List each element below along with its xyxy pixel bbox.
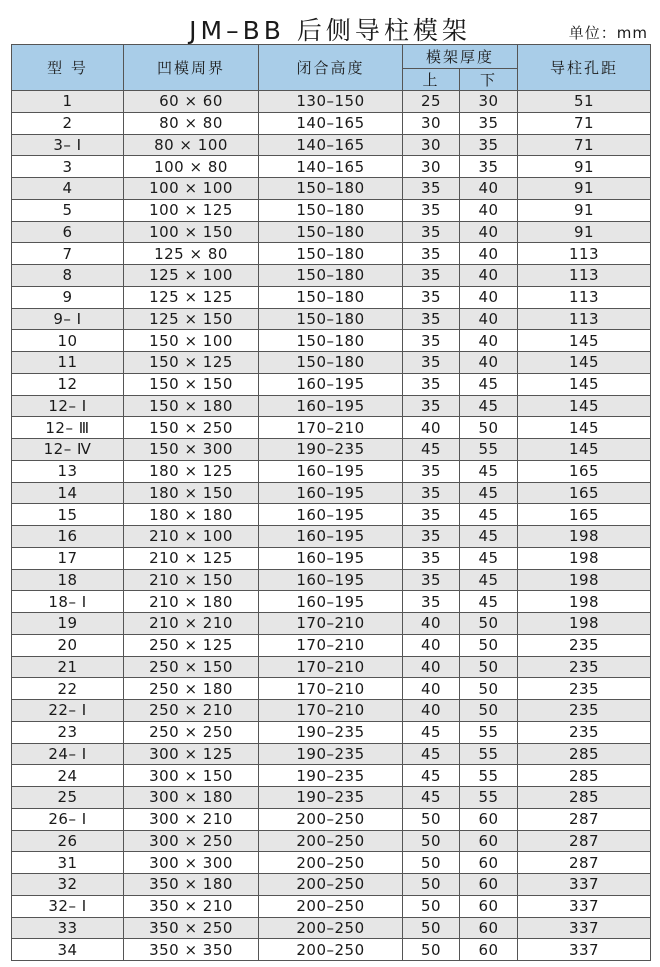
- cell-upper: 40: [403, 417, 460, 439]
- table-row: [12, 874, 651, 896]
- cell-lower: 50: [460, 634, 518, 656]
- cell-guide-pitch: 91: [518, 178, 651, 200]
- cell-lower: 55: [460, 439, 518, 461]
- cell-closed-height: 170–210: [259, 613, 403, 635]
- cell-guide-pitch: 198: [518, 547, 651, 569]
- cell-upper: 30: [403, 112, 460, 134]
- cell-model: 18: [12, 569, 124, 591]
- cell-closed-height: 150–180: [259, 178, 403, 200]
- cell-guide-pitch: 287: [518, 852, 651, 874]
- cell-model: 19: [12, 613, 124, 635]
- cell-guide-pitch: 165: [518, 482, 651, 504]
- cell-lower: 60: [460, 874, 518, 896]
- cell-lower: 50: [460, 613, 518, 635]
- cell-model: 17: [12, 547, 124, 569]
- cell-guide-pitch: 91: [518, 199, 651, 221]
- table-row: [12, 243, 651, 265]
- cell-closed-height: 140–165: [259, 134, 403, 156]
- cell-lower: 40: [460, 330, 518, 352]
- cell-lower: 60: [460, 895, 518, 917]
- cell-die-perimeter: 125 × 100: [124, 265, 259, 287]
- cell-die-perimeter: 125 × 80: [124, 243, 259, 265]
- cell-die-perimeter: 180 × 180: [124, 504, 259, 526]
- cell-guide-pitch: 235: [518, 634, 651, 656]
- cell-upper: 45: [403, 787, 460, 809]
- cell-upper: 40: [403, 634, 460, 656]
- cell-lower: 35: [460, 156, 518, 178]
- cell-upper: 35: [403, 395, 460, 417]
- cell-upper: 50: [403, 874, 460, 896]
- header-lower: 下: [460, 69, 518, 91]
- cell-die-perimeter: 250 × 180: [124, 678, 259, 700]
- cell-upper: 35: [403, 526, 460, 548]
- cell-lower: 60: [460, 830, 518, 852]
- spec-table: [11, 44, 651, 961]
- cell-guide-pitch: 145: [518, 373, 651, 395]
- cell-closed-height: 150–180: [259, 330, 403, 352]
- cell-guide-pitch: 145: [518, 417, 651, 439]
- cell-die-perimeter: 210 × 210: [124, 613, 259, 635]
- cell-model: 22: [12, 678, 124, 700]
- cell-lower: 60: [460, 808, 518, 830]
- cell-upper: 35: [403, 504, 460, 526]
- cell-upper: 35: [403, 308, 460, 330]
- table-row: [12, 373, 651, 395]
- cell-model: 1: [12, 91, 124, 113]
- table-row: [12, 917, 651, 939]
- cell-die-perimeter: 180 × 125: [124, 460, 259, 482]
- cell-model: 24: [12, 765, 124, 787]
- table-row: [12, 308, 651, 330]
- header-closed-height: 闭合高度: [259, 45, 403, 91]
- cell-closed-height: 200–250: [259, 852, 403, 874]
- cell-model: 32: [12, 874, 124, 896]
- cell-guide-pitch: 235: [518, 700, 651, 722]
- page-title: JM–BB 后侧导柱模架: [189, 16, 471, 45]
- cell-lower: 40: [460, 352, 518, 374]
- header-model: 型 号: [12, 45, 124, 91]
- cell-upper: 50: [403, 895, 460, 917]
- cell-closed-height: 160–195: [259, 591, 403, 613]
- cell-die-perimeter: 100 × 150: [124, 221, 259, 243]
- cell-lower: 50: [460, 656, 518, 678]
- table-body: [12, 91, 651, 961]
- cell-lower: 45: [460, 460, 518, 482]
- table-row: [12, 808, 651, 830]
- cell-closed-height: 160–195: [259, 526, 403, 548]
- cell-die-perimeter: 150 × 100: [124, 330, 259, 352]
- cell-model: 22– Ⅰ: [12, 700, 124, 722]
- cell-upper: 35: [403, 569, 460, 591]
- cell-closed-height: 160–195: [259, 547, 403, 569]
- cell-die-perimeter: 250 × 210: [124, 700, 259, 722]
- cell-guide-pitch: 113: [518, 308, 651, 330]
- cell-lower: 45: [460, 395, 518, 417]
- table-row: [12, 221, 651, 243]
- cell-lower: 45: [460, 373, 518, 395]
- cell-die-perimeter: 80 × 100: [124, 134, 259, 156]
- cell-die-perimeter: 125 × 125: [124, 286, 259, 308]
- table-row: [12, 265, 651, 287]
- cell-upper: 35: [403, 286, 460, 308]
- cell-upper: 35: [403, 460, 460, 482]
- cell-die-perimeter: 100 × 125: [124, 199, 259, 221]
- table-row: [12, 526, 651, 548]
- cell-guide-pitch: 113: [518, 286, 651, 308]
- cell-model: 5: [12, 199, 124, 221]
- table-row: [12, 199, 651, 221]
- unit-label: 单位：mm: [568, 24, 648, 42]
- cell-upper: 50: [403, 808, 460, 830]
- cell-closed-height: 170–210: [259, 656, 403, 678]
- cell-closed-height: 170–210: [259, 634, 403, 656]
- table-row: [12, 569, 651, 591]
- cell-upper: 35: [403, 330, 460, 352]
- cell-closed-height: 160–195: [259, 373, 403, 395]
- cell-lower: 60: [460, 852, 518, 874]
- cell-model: 23: [12, 721, 124, 743]
- cell-upper: 40: [403, 656, 460, 678]
- table-row: [12, 787, 651, 809]
- cell-lower: 50: [460, 700, 518, 722]
- cell-upper: 30: [403, 156, 460, 178]
- cell-lower: 40: [460, 199, 518, 221]
- table-row: [12, 134, 651, 156]
- cell-guide-pitch: 91: [518, 156, 651, 178]
- cell-model: 11: [12, 352, 124, 374]
- table-row: [12, 504, 651, 526]
- table-row: [12, 439, 651, 461]
- table-row: [12, 156, 651, 178]
- cell-model: 24– Ⅰ: [12, 743, 124, 765]
- cell-model: 14: [12, 482, 124, 504]
- cell-die-perimeter: 210 × 180: [124, 591, 259, 613]
- cell-upper: 45: [403, 721, 460, 743]
- cell-model: 8: [12, 265, 124, 287]
- cell-guide-pitch: 198: [518, 569, 651, 591]
- cell-die-perimeter: 150 × 150: [124, 373, 259, 395]
- table-row: [12, 352, 651, 374]
- cell-model: 26: [12, 830, 124, 852]
- cell-lower: 50: [460, 678, 518, 700]
- cell-die-perimeter: 300 × 150: [124, 765, 259, 787]
- cell-upper: 35: [403, 373, 460, 395]
- cell-closed-height: 150–180: [259, 352, 403, 374]
- cell-guide-pitch: 145: [518, 330, 651, 352]
- cell-die-perimeter: 300 × 180: [124, 787, 259, 809]
- cell-lower: 40: [460, 286, 518, 308]
- header-die-perimeter: 凹模周界: [124, 45, 259, 91]
- cell-upper: 50: [403, 939, 460, 961]
- cell-model: 25: [12, 787, 124, 809]
- cell-die-perimeter: 210 × 100: [124, 526, 259, 548]
- cell-upper: 25: [403, 91, 460, 113]
- cell-upper: 35: [403, 547, 460, 569]
- cell-closed-height: 200–250: [259, 874, 403, 896]
- cell-closed-height: 150–180: [259, 308, 403, 330]
- table-row: [12, 700, 651, 722]
- cell-upper: 40: [403, 700, 460, 722]
- cell-model: 3: [12, 156, 124, 178]
- cell-lower: 40: [460, 265, 518, 287]
- cell-upper: 35: [403, 265, 460, 287]
- cell-guide-pitch: 285: [518, 787, 651, 809]
- cell-upper: 40: [403, 613, 460, 635]
- table-row: [12, 395, 651, 417]
- cell-guide-pitch: 165: [518, 504, 651, 526]
- table-row: [12, 765, 651, 787]
- cell-model: 9– Ⅰ: [12, 308, 124, 330]
- cell-guide-pitch: 287: [518, 808, 651, 830]
- cell-model: 3– Ⅰ: [12, 134, 124, 156]
- cell-upper: 50: [403, 830, 460, 852]
- cell-guide-pitch: 165: [518, 460, 651, 482]
- cell-lower: 30: [460, 91, 518, 113]
- cell-die-perimeter: 150 × 300: [124, 439, 259, 461]
- cell-guide-pitch: 337: [518, 939, 651, 961]
- cell-die-perimeter: 300 × 300: [124, 852, 259, 874]
- table-row: [12, 286, 651, 308]
- table-row: [12, 634, 651, 656]
- cell-lower: 40: [460, 221, 518, 243]
- table-row: [12, 852, 651, 874]
- cell-guide-pitch: 145: [518, 395, 651, 417]
- cell-closed-height: 150–180: [259, 199, 403, 221]
- table-row: [12, 895, 651, 917]
- cell-guide-pitch: 337: [518, 917, 651, 939]
- cell-upper: 35: [403, 482, 460, 504]
- cell-closed-height: 190–235: [259, 439, 403, 461]
- cell-die-perimeter: 125 × 150: [124, 308, 259, 330]
- cell-closed-height: 160–195: [259, 395, 403, 417]
- table-row: [12, 482, 651, 504]
- table-row: [12, 743, 651, 765]
- header-guide-pitch: 导柱孔距: [518, 45, 651, 91]
- header-frame-thickness: 模架厚度: [403, 45, 518, 69]
- title-bar: [0, 0, 660, 44]
- cell-model: 4: [12, 178, 124, 200]
- cell-die-perimeter: 150 × 180: [124, 395, 259, 417]
- cell-lower: 45: [460, 482, 518, 504]
- cell-upper: 50: [403, 917, 460, 939]
- cell-closed-height: 190–235: [259, 743, 403, 765]
- cell-lower: 45: [460, 547, 518, 569]
- cell-upper: 30: [403, 134, 460, 156]
- cell-closed-height: 150–180: [259, 221, 403, 243]
- cell-lower: 45: [460, 591, 518, 613]
- cell-die-perimeter: 300 × 250: [124, 830, 259, 852]
- cell-die-perimeter: 80 × 80: [124, 112, 259, 134]
- cell-guide-pitch: 198: [518, 591, 651, 613]
- cell-die-perimeter: 350 × 250: [124, 917, 259, 939]
- cell-closed-height: 160–195: [259, 569, 403, 591]
- cell-upper: 35: [403, 221, 460, 243]
- cell-lower: 40: [460, 178, 518, 200]
- cell-model: 7: [12, 243, 124, 265]
- cell-closed-height: 150–180: [259, 286, 403, 308]
- cell-model: 31: [12, 852, 124, 874]
- table-row: [12, 656, 651, 678]
- cell-model: 20: [12, 634, 124, 656]
- table-row: [12, 613, 651, 635]
- cell-die-perimeter: 210 × 150: [124, 569, 259, 591]
- cell-guide-pitch: 287: [518, 830, 651, 852]
- cell-die-perimeter: 60 × 60: [124, 91, 259, 113]
- cell-closed-height: 200–250: [259, 830, 403, 852]
- cell-model: 18– Ⅰ: [12, 591, 124, 613]
- cell-guide-pitch: 337: [518, 895, 651, 917]
- cell-model: 12: [12, 373, 124, 395]
- cell-die-perimeter: 300 × 210: [124, 808, 259, 830]
- cell-die-perimeter: 350 × 350: [124, 939, 259, 961]
- cell-model: 34: [12, 939, 124, 961]
- cell-die-perimeter: 100 × 100: [124, 178, 259, 200]
- cell-guide-pitch: 235: [518, 656, 651, 678]
- table-row: [12, 721, 651, 743]
- table-row: [12, 112, 651, 134]
- cell-closed-height: 200–250: [259, 939, 403, 961]
- cell-closed-height: 170–210: [259, 678, 403, 700]
- cell-guide-pitch: 113: [518, 265, 651, 287]
- cell-lower: 55: [460, 765, 518, 787]
- cell-upper: 45: [403, 439, 460, 461]
- cell-model: 32– Ⅰ: [12, 895, 124, 917]
- cell-upper: 40: [403, 678, 460, 700]
- cell-guide-pitch: 113: [518, 243, 651, 265]
- cell-closed-height: 130–150: [259, 91, 403, 113]
- cell-closed-height: 140–165: [259, 156, 403, 178]
- cell-model: 26– Ⅰ: [12, 808, 124, 830]
- cell-guide-pitch: 91: [518, 221, 651, 243]
- cell-model: 13: [12, 460, 124, 482]
- cell-model: 2: [12, 112, 124, 134]
- cell-model: 15: [12, 504, 124, 526]
- cell-closed-height: 170–210: [259, 700, 403, 722]
- table-row: [12, 178, 651, 200]
- cell-guide-pitch: 235: [518, 721, 651, 743]
- table-row: [12, 939, 651, 961]
- cell-die-perimeter: 180 × 150: [124, 482, 259, 504]
- table-row: [12, 91, 651, 113]
- cell-closed-height: 200–250: [259, 917, 403, 939]
- cell-guide-pitch: 198: [518, 613, 651, 635]
- cell-model: 10: [12, 330, 124, 352]
- cell-lower: 45: [460, 526, 518, 548]
- cell-lower: 55: [460, 787, 518, 809]
- table-row: [12, 591, 651, 613]
- cell-lower: 55: [460, 721, 518, 743]
- cell-model: 21: [12, 656, 124, 678]
- table-row: [12, 417, 651, 439]
- cell-upper: 35: [403, 591, 460, 613]
- cell-closed-height: 160–195: [259, 482, 403, 504]
- cell-lower: 40: [460, 308, 518, 330]
- cell-closed-height: 200–250: [259, 895, 403, 917]
- cell-guide-pitch: 198: [518, 526, 651, 548]
- cell-lower: 60: [460, 917, 518, 939]
- cell-die-perimeter: 250 × 150: [124, 656, 259, 678]
- cell-upper: 35: [403, 178, 460, 200]
- cell-die-perimeter: 250 × 125: [124, 634, 259, 656]
- cell-die-perimeter: 350 × 180: [124, 874, 259, 896]
- cell-die-perimeter: 300 × 125: [124, 743, 259, 765]
- cell-lower: 40: [460, 243, 518, 265]
- cell-guide-pitch: 337: [518, 874, 651, 896]
- cell-lower: 60: [460, 939, 518, 961]
- cell-closed-height: 190–235: [259, 765, 403, 787]
- cell-upper: 35: [403, 243, 460, 265]
- table-header: [12, 45, 651, 91]
- cell-lower: 45: [460, 569, 518, 591]
- cell-upper: 45: [403, 765, 460, 787]
- table-row: [12, 460, 651, 482]
- cell-die-perimeter: 100 × 80: [124, 156, 259, 178]
- cell-die-perimeter: 210 × 125: [124, 547, 259, 569]
- cell-upper: 45: [403, 743, 460, 765]
- cell-closed-height: 160–195: [259, 504, 403, 526]
- cell-upper: 35: [403, 352, 460, 374]
- cell-guide-pitch: 285: [518, 743, 651, 765]
- cell-lower: 50: [460, 417, 518, 439]
- cell-guide-pitch: 51: [518, 91, 651, 113]
- cell-model: 9: [12, 286, 124, 308]
- cell-die-perimeter: 150 × 250: [124, 417, 259, 439]
- cell-die-perimeter: 350 × 210: [124, 895, 259, 917]
- cell-model: 6: [12, 221, 124, 243]
- cell-upper: 50: [403, 852, 460, 874]
- cell-closed-height: 160–195: [259, 460, 403, 482]
- cell-guide-pitch: 145: [518, 352, 651, 374]
- cell-guide-pitch: 71: [518, 112, 651, 134]
- cell-lower: 55: [460, 743, 518, 765]
- cell-lower: 35: [460, 134, 518, 156]
- cell-die-perimeter: 250 × 250: [124, 721, 259, 743]
- cell-model: 12– Ⅰ: [12, 395, 124, 417]
- cell-closed-height: 170–210: [259, 417, 403, 439]
- cell-guide-pitch: 285: [518, 765, 651, 787]
- table-row: [12, 330, 651, 352]
- cell-model: 16: [12, 526, 124, 548]
- cell-model: 12– Ⅳ: [12, 439, 124, 461]
- cell-closed-height: 200–250: [259, 808, 403, 830]
- cell-upper: 35: [403, 199, 460, 221]
- table-row: [12, 830, 651, 852]
- cell-lower: 35: [460, 112, 518, 134]
- cell-model: 33: [12, 917, 124, 939]
- table-row: [12, 678, 651, 700]
- cell-closed-height: 190–235: [259, 721, 403, 743]
- cell-closed-height: 140–165: [259, 112, 403, 134]
- cell-closed-height: 150–180: [259, 243, 403, 265]
- cell-lower: 45: [460, 504, 518, 526]
- table-row: [12, 547, 651, 569]
- cell-model: 12– Ⅲ: [12, 417, 124, 439]
- cell-guide-pitch: 145: [518, 439, 651, 461]
- header-upper: 上: [403, 69, 460, 91]
- cell-closed-height: 150–180: [259, 265, 403, 287]
- cell-die-perimeter: 150 × 125: [124, 352, 259, 374]
- cell-closed-height: 190–235: [259, 787, 403, 809]
- cell-guide-pitch: 235: [518, 678, 651, 700]
- cell-guide-pitch: 71: [518, 134, 651, 156]
